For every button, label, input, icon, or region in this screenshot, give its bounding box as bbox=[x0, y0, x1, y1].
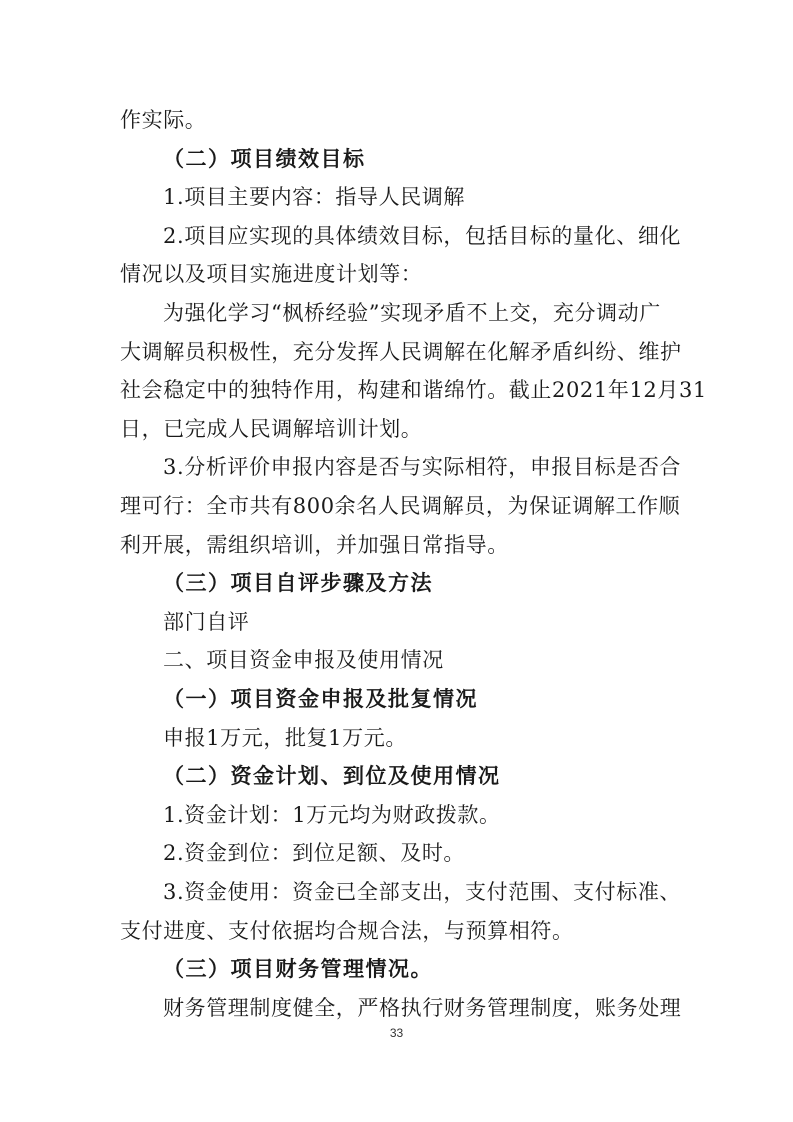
text-line: 1.项目主要内容：指导人民调解 bbox=[163, 185, 466, 209]
text-line: 支付进度、支付依据均合规合法，与预算相符。 bbox=[120, 919, 574, 943]
text-line: 3.资金使用：资金已全部支出，支付范围、支付标准、 bbox=[163, 880, 682, 904]
text-line: 情况以及项目实施进度计划等： bbox=[120, 262, 423, 286]
text-line: 1.资金计划：1万元均为财政拨款。 bbox=[163, 803, 501, 827]
text-line: 日，已完成人民调解培训计划。 bbox=[120, 417, 423, 441]
section-heading: （三）项目自评步骤及方法 bbox=[163, 571, 433, 595]
text-line: 申报1万元，批复1万元。 bbox=[163, 726, 407, 750]
text-line: 2.项目应实现的具体绩效目标，包括目标的量化、细化 bbox=[163, 224, 682, 248]
text-line: 利开展，需组织培训，并加强日常指导。 bbox=[120, 533, 509, 557]
page-number: 33 bbox=[389, 1026, 404, 1040]
section-heading: （一）项目资金申报及批复情况 bbox=[163, 687, 478, 711]
section-heading: （二）项目绩效目标 bbox=[163, 147, 366, 171]
text-line: 财务管理制度健全，严格执行财务管理制度，账务处理 bbox=[163, 996, 682, 1020]
section-heading: （二）资金计划、到位及使用情况 bbox=[163, 764, 501, 788]
text-line: 社会稳定中的独特作用，构建和谐绵竹。截止2021年12月31 bbox=[120, 378, 707, 402]
text-line: 2.资金到位：到位足额、及时。 bbox=[163, 841, 466, 865]
text-line: 理可行：全市共有800余名人民调解员，为保证调解工作顺 bbox=[120, 494, 681, 518]
text-line: 3.分析评价申报内容是否与实际相符，申报目标是否合 bbox=[163, 455, 682, 479]
text-line: 作实际。 bbox=[120, 108, 207, 132]
text-line: 大调解员积极性，充分发挥人民调解在化解矛盾纠纷、维护 bbox=[120, 340, 682, 364]
text-line: 为强化学习“枫桥经验”实现矛盾不上交，充分调动广 bbox=[163, 301, 661, 325]
section-heading: （三）项目财务管理情况。 bbox=[163, 957, 433, 981]
text-line: 部门自评 bbox=[163, 610, 250, 634]
chapter-heading: 二、项目资金申报及使用情况 bbox=[163, 648, 444, 672]
